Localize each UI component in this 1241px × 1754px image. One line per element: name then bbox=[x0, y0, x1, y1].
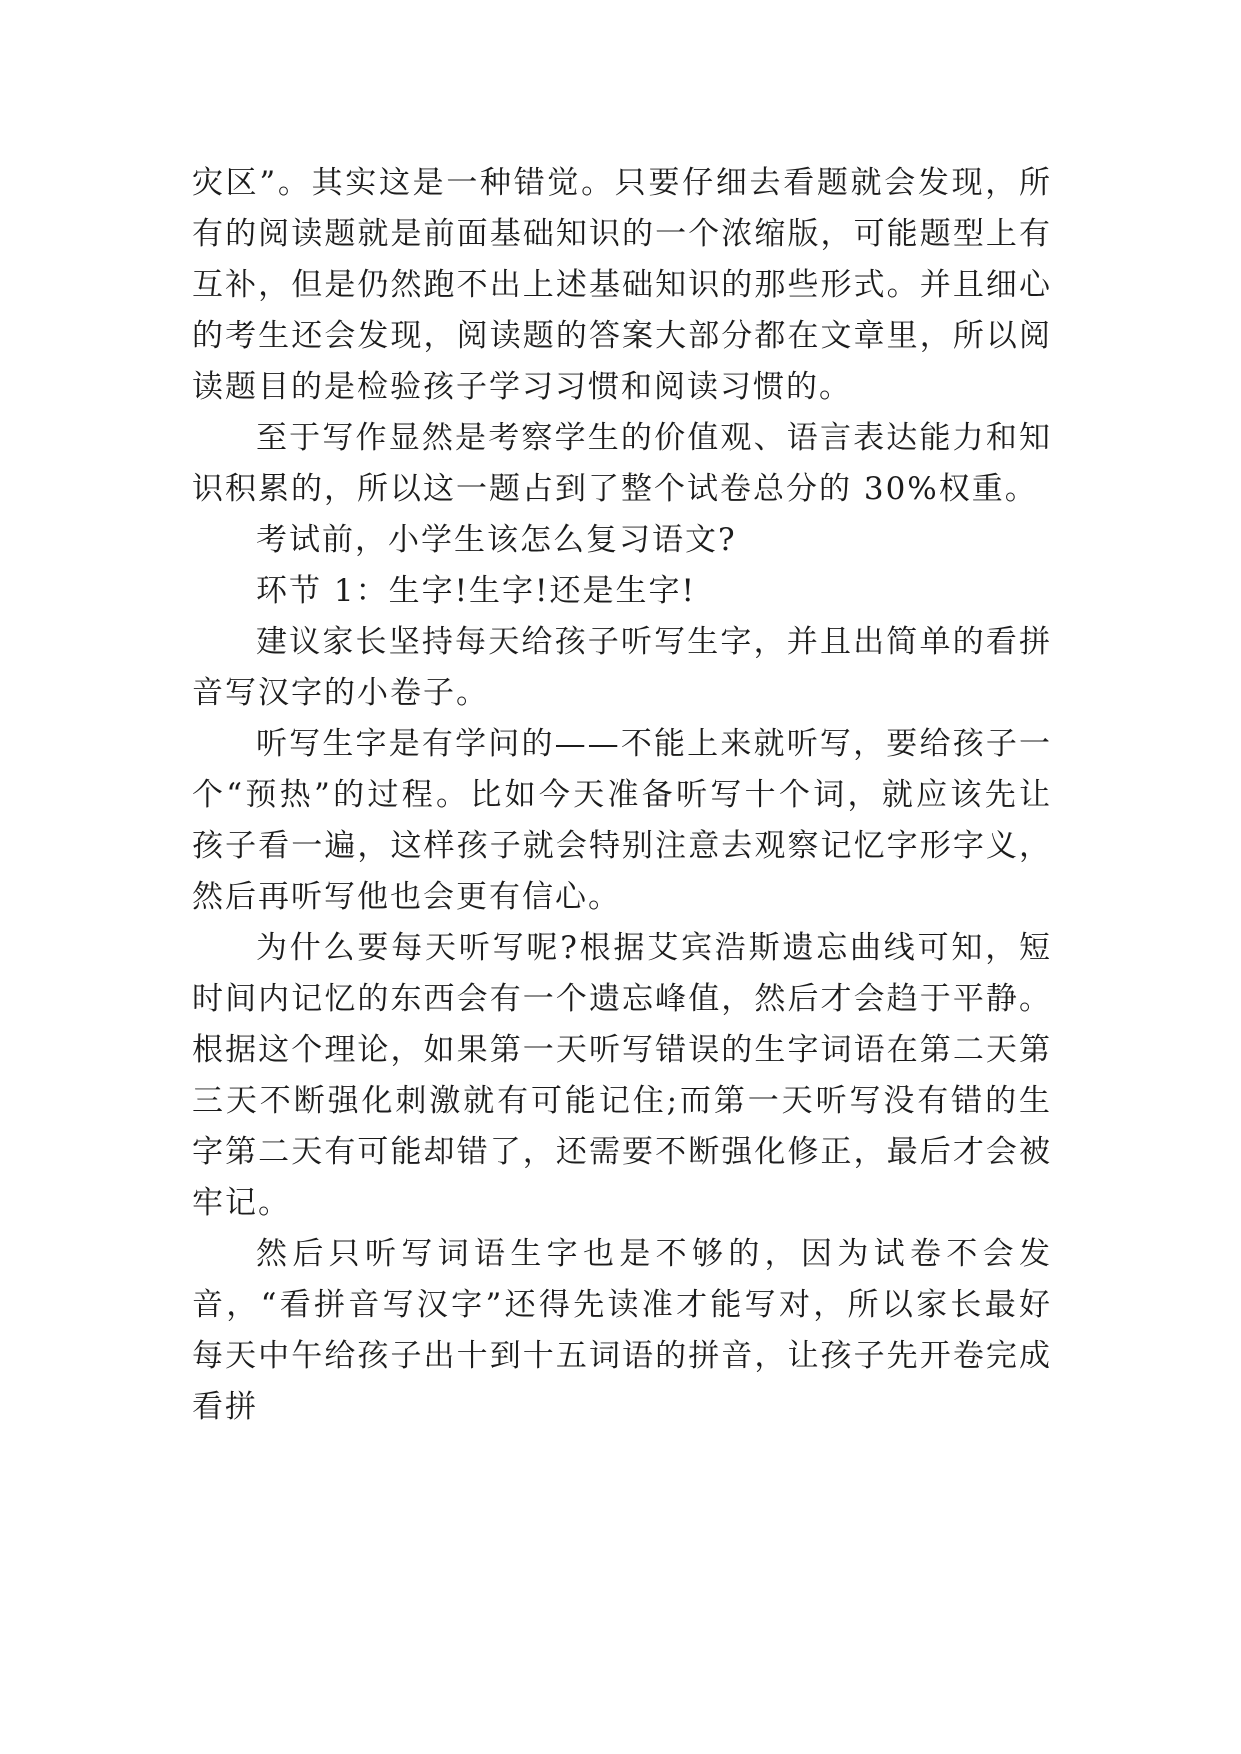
paragraph-dictation-advice: 建议家长坚持每天给孩子听写生字，并且出简单的看拼音写汉字的小卷子。 bbox=[192, 624, 1052, 711]
document-body bbox=[192, 158, 1052, 1433]
paragraph-continuation: 灾区”。其实这是一种错觉。只要仔细去看题就会发现，所有的阅读题就是前面基础知识的一个浓缩版，可能题型上有互补，但是仍然跑不出上述基础知识的那些形式。并且细心的考生还会发现，阅读题的答案大部分都在文章里，所以阅读题目的是检验孩子学习习惯和阅读习惯的。 bbox=[192, 165, 1052, 405]
paragraph-warm-up: 听写生字是有学问的——不能上来就听写，要给孩子一个“预热”的过程。比如今天准备听写十个词，就应该先让孩子看一遍，这样孩子就会特别注意去观察记忆字形字义，然后再听写他也会更有信心。 bbox=[192, 726, 1052, 915]
paragraph-writing-weight: 至于写作显然是考察学生的价值观、语言表达能力和知识积累的，所以这一题占到了整个试卷总分的 30%权重。 bbox=[192, 420, 1052, 507]
paragraph-forgetting-curve: 为什么要每天听写呢?根据艾宾浩斯遗忘曲线可知，短时间内记忆的东西会有一个遗忘峰值，然后才会趋于平静。根据这个理论，如果第一天听写错误的生字词语在第二天第三天不断强化刺激就有可能记住;而第一天听写没有错的生字第二天有可能却错了，还需要不断强化修正，最后才会被牢记。 bbox=[192, 930, 1052, 1221]
paragraph-step-1-heading: 环节 1：生字!生字!还是生字! bbox=[256, 573, 696, 609]
paragraph-pinyin-practice: 然后只听写词语生字也是不够的，因为试卷不会发音，“看拼音写汉字”还得先读准才能写对，所以家长最好每天中午给孩子出十到十五词语的拼音，让孩子先开卷完成看拼 bbox=[192, 1236, 1052, 1425]
paragraph-question-heading: 考试前，小学生该怎么复习语文? bbox=[256, 522, 737, 558]
